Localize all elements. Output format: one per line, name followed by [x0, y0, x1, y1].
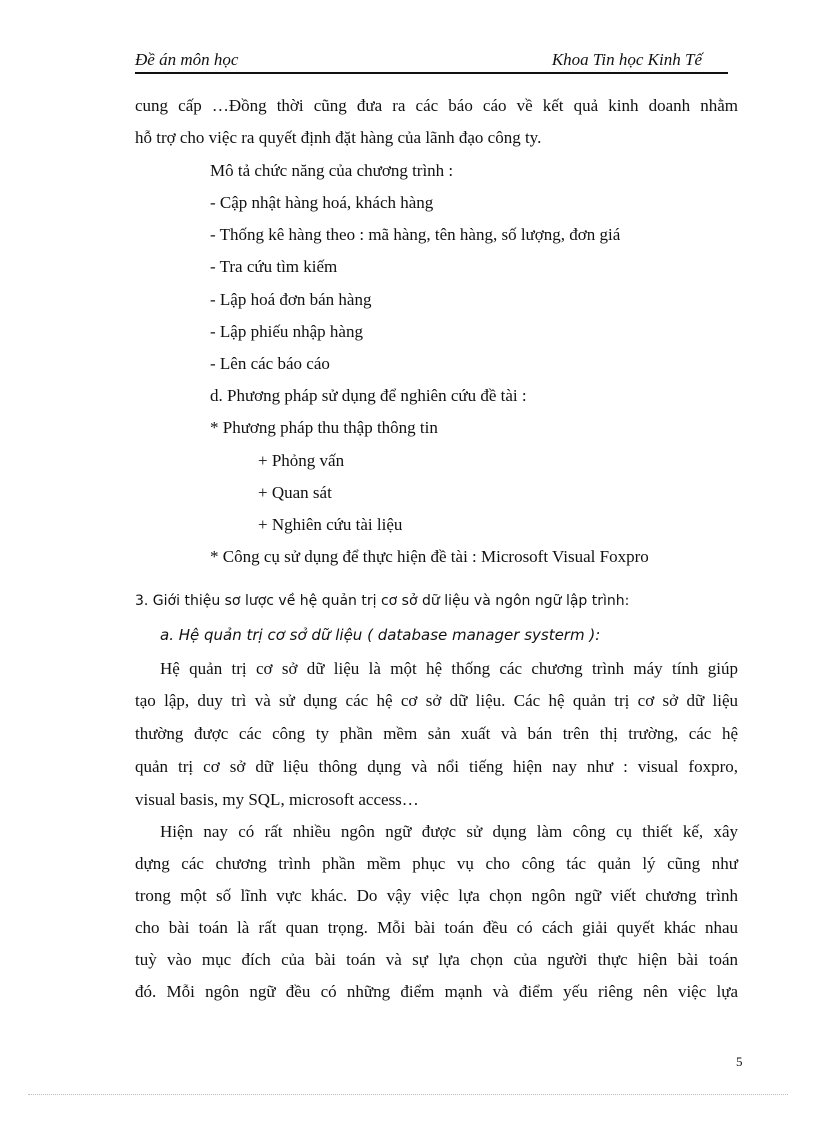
function-item: - Lên các báo cáo — [210, 354, 330, 373]
para2-line-6: đó. Mỗi ngôn ngữ đều có những điểm mạnh và điểm yếu riêng nên việc lựa — [135, 982, 738, 1001]
para1-line-4: quản trị cơ sở dữ liệu thông dụng và nổi tiếng hiện nay như : visual foxpro, — [135, 757, 738, 776]
para2-line-5: tuỳ vào mục đích của bài toán và sự lựa chọn của người thực hiện bài toán — [135, 950, 738, 969]
intro-line-1: cung cấp …Đồng thời cũng đưa ra các báo cáo về kết quả kinh doanh nhằm — [135, 96, 738, 115]
method-subitem: + Phỏng vấn — [258, 451, 345, 470]
para2-line-4: cho bài toán là rất quan trọng. Mỗi bài toán đều có cách giải quyết khác nhau — [135, 918, 738, 937]
header-course-title: Đề án môn học — [135, 50, 239, 69]
page-bottom-border — [28, 1094, 788, 1095]
function-item: - Lập phiếu nhập hàng — [210, 322, 363, 341]
section-3a-subheading: a. Hệ quản trị cơ sở dữ liệu ( database manager systerm ): — [160, 626, 601, 644]
para2-line-2: dựng các chương trình phần mềm phục vụ cho công tác quản lý cũng như — [135, 854, 738, 873]
functions-title: Mô tả chức năng của chương trình : — [210, 161, 454, 180]
para1-line-5: visual basis, my SQL, microsoft access… — [135, 790, 419, 809]
intro-line-2: hỗ trợ cho việc ra quyết định đặt hàng của lãnh đạo công ty. — [135, 128, 542, 147]
para2-line-1: Hiện nay có rất nhiều ngôn ngữ được sử dụng làm công cụ thiết kế, xây — [160, 822, 738, 841]
method-subitem: + Nghiên cứu tài liệu — [258, 515, 403, 534]
function-item: - Lập hoá đơn bán hàng — [210, 290, 372, 309]
para1-line-3: thường được các công ty phần mềm sản xuất và bán trên thị trường, các hệ — [135, 724, 738, 743]
section-3-heading: 3. Giới thiệu sơ lược về hệ quản trị cơ sở dữ liệu và ngôn ngữ lập trình: — [135, 593, 630, 609]
para2-line-3: trong một số lĩnh vực khác. Do vậy việc lựa chọn ngôn ngữ viết chương trình — [135, 886, 738, 905]
page-header — [135, 48, 728, 74]
function-item: - Cập nhật hàng hoá, khách hàng — [210, 193, 434, 212]
function-item: - Tra cứu tìm kiếm — [210, 257, 338, 276]
method-subitem: + Quan sát — [258, 483, 332, 502]
function-item: - Thống kê hàng theo : mã hàng, tên hàng, số lượng, đơn giá — [210, 225, 621, 244]
methods-collect: * Phương pháp thu thập thông tin — [210, 418, 438, 437]
methods-title: d. Phương pháp sử dụng để nghiên cứu đề tài : — [210, 386, 527, 405]
header-faculty: Khoa Tin học Kinh Tế — [551, 50, 702, 69]
methods-tool: * Công cụ sử dụng để thực hiện đề tài : Microsoft Visual Foxpro — [210, 547, 649, 566]
para1-line-2: tạo lập, duy trì và sử dụng các hệ cơ sở dữ liệu. Các hệ quản trị cơ sở dữ liệu — [135, 691, 738, 710]
para1-line-1: Hệ quản trị cơ sở dữ liệu là một hệ thống các chương trình máy tính giúp — [160, 659, 738, 678]
page-number: 5 — [736, 1054, 743, 1069]
